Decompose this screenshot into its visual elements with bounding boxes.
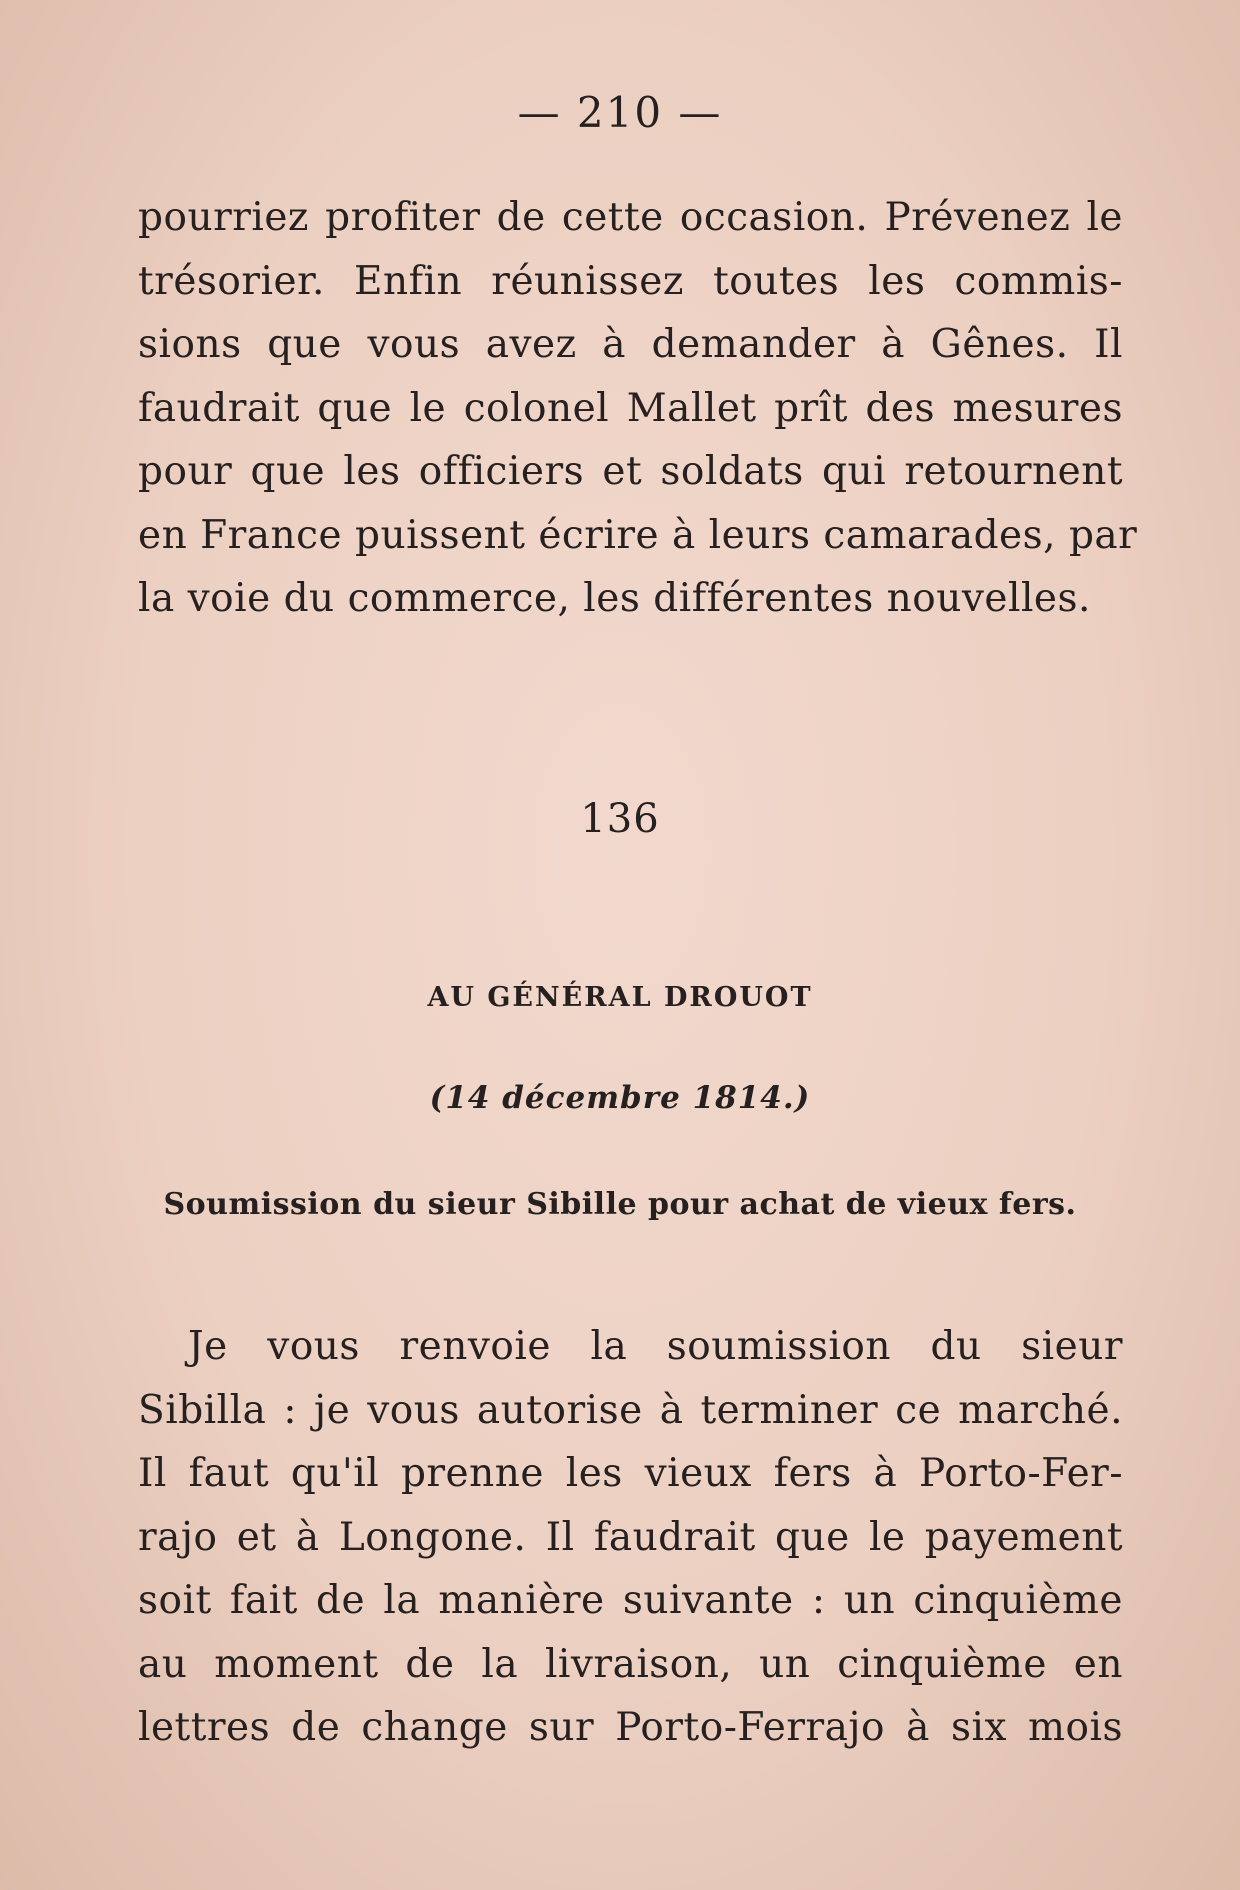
text-line: Il faut qu'il prenne les vieux fers à Porto-Fer- bbox=[138, 1451, 1123, 1496]
text-line: en France puissent écrire à leurs camarades, par bbox=[138, 512, 1138, 558]
page-number-header: — 210 — bbox=[517, 88, 723, 137]
text-line: lettres de change sur Porto-Ferrajo à six mois bbox=[138, 1705, 1123, 1750]
letter-recipient: AU GÉNÉRAL DROUOT bbox=[427, 982, 813, 1013]
text-line: faudrait que le colonel Mallet prît des mesures bbox=[138, 385, 1123, 431]
continued-paragraph bbox=[138, 186, 1138, 631]
text-line: rajo et à Longone. Il faudrait que le payement bbox=[138, 1514, 1123, 1560]
letter-date: (14 décembre 1814.) bbox=[429, 1080, 811, 1116]
letter-summary: Soumission du sieur Sibille pour achat de vieux fers. bbox=[163, 1187, 1077, 1222]
text-line: trésorier. Enfin réunissez toutes les commis- bbox=[138, 258, 1123, 304]
text-line: la voie du commerce, les différentes nouvelles. bbox=[138, 576, 1091, 621]
letter-number: 136 bbox=[580, 796, 660, 842]
text-line: soit fait de la manière suivante : un cinquième bbox=[138, 1578, 1123, 1623]
text-line: Je vous renvoie la soumission du sieur bbox=[188, 1324, 1123, 1369]
text-line: au moment de la livraison, un cinquième en bbox=[138, 1641, 1123, 1687]
letter-body bbox=[138, 1315, 1123, 1760]
text-line: pour que les officiers et soldats qui retournent bbox=[138, 449, 1123, 494]
text-line: Sibilla : je vous autorise à terminer ce marché. bbox=[138, 1387, 1123, 1433]
text-line: sions que vous avez à demander à Gênes. Il bbox=[138, 322, 1123, 367]
text-line: pourriez profiter de cette occasion. Prévenez le bbox=[138, 195, 1123, 240]
